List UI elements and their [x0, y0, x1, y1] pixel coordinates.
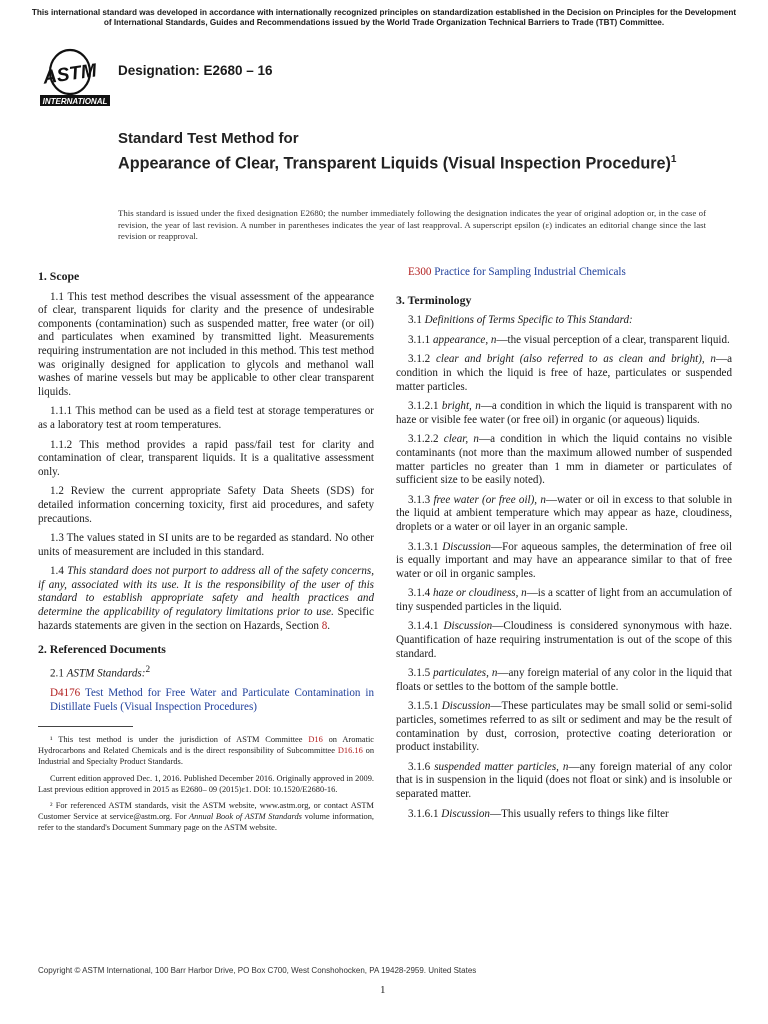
para-3-1-2-2: 3.1.2.2 clear, n—a condition in which the liquid contains no visible contaminants (not more than the maximum allowed number of suspended matter particles no greater than 1 mm in diameter or particulates of sufficient size to be easily noted). — [396, 433, 732, 487]
ref-e300[interactable] — [396, 266, 732, 280]
svg-text:INTERNATIONAL — [43, 97, 108, 106]
para-3-1-1: 3.1.1 appearance, n—the visual perception of a clear, transparent liquid. — [408, 333, 730, 346]
designation: Designation: E2680 – 16 — [118, 63, 273, 78]
para-2-1: 2.1 ASTM Standards:$^2$ — [50, 664, 151, 680]
para-1-1-1: 1.1.1 This method can be used as a field test at storage temperatures or as a laboratory test at room temperatures. — [38, 405, 374, 431]
para-3-1-5-1: 3.1.5.1 Discussion—These particulates may be small solid or semi-solid particles, sometimes referred to as silt or sediment and may be the result of contamination by dust, corrosion, protective coating deterioration or product instability. — [396, 700, 732, 754]
para-3-1-6-1: 3.1.6.1 Discussion—This usually refers to things like filter — [408, 807, 669, 820]
section-terminology-heading: 3. Terminology — [396, 292, 472, 307]
ref-d4176-code[interactable]: D4176 — [50, 687, 81, 700]
title-footnote-mark: 1 — [670, 154, 677, 165]
title-main-text: Appearance of Clear, Transparent Liquids (Visual Inspection Procedure) — [118, 154, 671, 173]
astm-logo-icon — [36, 47, 114, 109]
para-3-1: 3.1 Definitions of Terms Specific to This Standard: — [408, 314, 633, 327]
d16-link[interactable]: D16 — [308, 735, 323, 745]
right-column — [396, 266, 732, 827]
para-3-1-2: 3.1.2 clear and bright (also referred to as clean and bright), n—a condition in which the liquid is free of haze, particulates or suspended matter particles. — [396, 353, 732, 393]
issued-note: This standard is issued under the fixed designation E2680; the number immediately following the designation indicates the year of original adoption or, in the case of revision, the year of last revision. A number in parentheses indicates the year of last reapproval. A superscript epsilon (ε) indicates an editorial change since the last revision or reapproval. — [118, 208, 706, 241]
copyright-footer: Copyright © ASTM International, 100 Barr Harbor Drive, PO Box C700, West Conshohocken, PA 19428-2959. United States — [38, 966, 477, 975]
section-8-link[interactable]: 8 — [321, 619, 328, 632]
para-1-1: 1.1 This test method describes the visual assessment of the appearance of clear, transparent liquids for clarity and the presence of undesirable components (contamination) such as suspended matter, free water (or oil) and particulates when examined by transmitted light. Measurements requiring instrumentation are not included in this method. This test method was originally designed for application to glycols and methanol wall washes of marine vessels but may be applicable to other clear transparent liquids. — [38, 290, 374, 398]
section-scope-heading: 1. Scope — [38, 269, 80, 283]
para-3-1-2-1: 3.1.2.1 bright, n—a condition in which the liquid is transparent with no haze or visible fee water (or free oil) in organic (or aqueous) liquids. — [396, 400, 733, 426]
para-3-1-3-1: 3.1.3.1 Discussion—For aqueous samples, the determination of free oil is equally important and may have an appearance similar to that of free water or oil in organic samples. — [396, 540, 732, 580]
para-3-1-5: 3.1.5 particulates, n—any foreign material of any color in the liquid that floats or settles to the bottom of the sample bottle. — [396, 667, 732, 693]
para-3-1-4-1: 3.1.4.1 Discussion—Cloudiness is considered synonymous with haze. Quantification of haze requiring instrumentation is out of the scope of this standard. — [396, 620, 732, 660]
section-refdocs-heading: 2. Referenced Documents — [38, 642, 166, 657]
para-3-1-6: 3.1.6 suspended matter particles, n—any foreign material of any color that is in suspension in the liquid (does not float or sink) and is insoluble or separated matter. — [396, 760, 732, 800]
para-3-1-3: 3.1.3 free water (or free oil), n—water or oil in excess to that soluble in the liquid at ambient temperature which may appear as haze, cloudiness, droplets or a water or oil layer in an organic sample. — [396, 493, 732, 533]
footnote-1-edition: Current edition approved Dec. 1, 2016. Published December 2016. Originally approved in 2009. Last previous edition approved in 2015 as E2680– 09 (2015)ε1. DOI: 10.1520/E2680-16. — [38, 773, 374, 794]
tbt-notice: This international standard was developed in accordance with internationally recognized principles on standardization established in the Decision on Principles for the Development of International Standards, Guides and Recommendations issued by the World Trade Organization Technical Barriers to Trade (TBT) Committee. — [31, 8, 737, 27]
para-1-1-2: 1.1.2 This method provides a rapid pass/fail test for clarity and contamination of clear, transparent liquids. It is a qualitative assessment only. — [38, 438, 374, 478]
para-1-2: 1.2 Review the current appropriate Safety Data Sheets (SDS) for detailed information concerning toxicity, first aid procedures, and safety precautions. — [38, 485, 374, 525]
para-1-4: 1.4 This standard does not purport to address all of the safety concerns, if any, associated with its use. It is the responsibility of the user of this standard to establish appropriate safety and health practices and determine the applicability of regulatory limitations prior to use. Specific hazards statements are given in the section on Hazards, Section 8. — [38, 565, 375, 632]
para-1-3: 1.3 The values stated in SI units are to be regarded as standard. No other units of measurement are included in this standard. — [38, 532, 374, 558]
ref-e300-code[interactable]: E300 — [408, 266, 432, 278]
ref-e300-title[interactable]: Practice for Sampling Industrial Chemicals — [434, 266, 626, 278]
footnote-2: ² For referenced ASTM standards, visit the ASTM website, www.astm.org, or contact ASTM Customer Service at service@astm.org. For Annual Book of ASTM Standards volume information, refer to the standard's Document Summary page on the ASTM website. — [38, 801, 374, 832]
page-number: 1 — [380, 984, 386, 996]
d16-16-link[interactable]: D16.16 — [337, 746, 363, 756]
svg-text:ASTM: ASTM — [41, 60, 99, 89]
footnote-1: ¹ This test method is under the jurisdiction of ASTM Committee D16 on Aromatic Hydrocarbons and Related Chemicals and is the direct responsibility of Subcommittee D16.16 on Industrial and Specialty Product Standards. — [38, 735, 374, 766]
left-column — [38, 266, 374, 840]
para-3-1-4: 3.1.4 haze or cloudiness, n—is a scatter of light from an accumulation of tiny suspended particles in the liquid. — [396, 587, 732, 613]
ref-d4176-title[interactable]: Test Method for Free Water and Particulate Contamination in Distillate Fuels (Visual Inspection Procedures) — [50, 687, 374, 713]
document-title — [118, 129, 718, 174]
title-line-2 — [118, 149, 718, 174]
footnote-divider — [38, 726, 133, 727]
title-line-1: Standard Test Method for — [118, 130, 299, 147]
ref-d4176[interactable] — [38, 687, 374, 714]
logo-international-text: INTERNATIONAL — [42, 97, 108, 106]
